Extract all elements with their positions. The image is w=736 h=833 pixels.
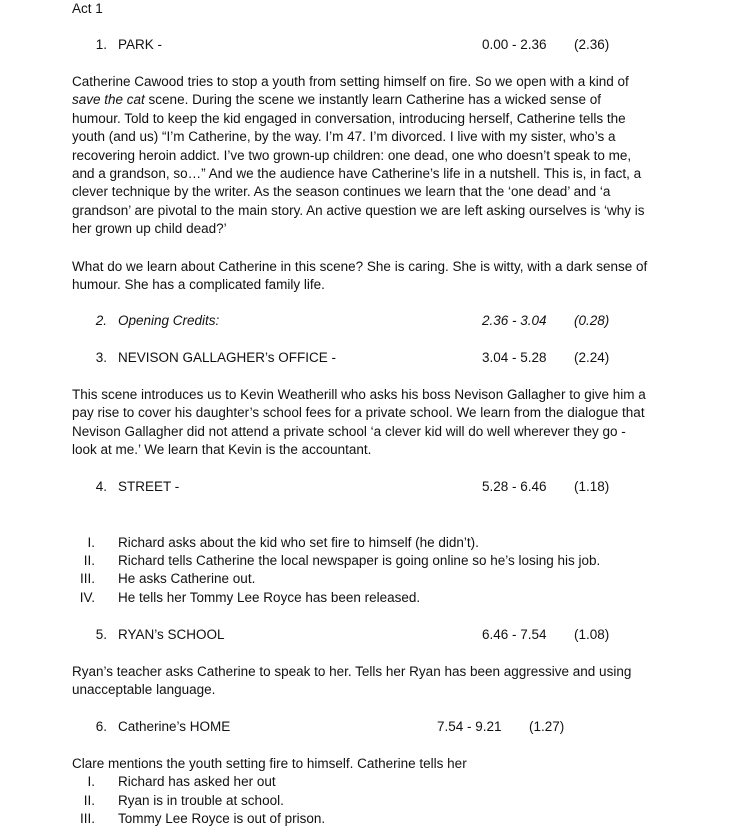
scene-number: 6. bbox=[95, 719, 107, 734]
scene-title: PARK - bbox=[118, 37, 163, 52]
scene-time: 3.04 - 5.28 bbox=[482, 350, 547, 365]
text-span: scene. During the scene we instantly learn Catherine has a wicked sense of humour. Told to keep the kid engaged in conversation, introducing herself, Catherine tells the youth (and us) “I’m Catherine, by the way. I’m 47. I’m divorced. I live with my sister, who’s a recovering heroin addict. I’ve two grown-up children: one dead, one who doesn’t speak to me, and a grandson, so…” And we the audience have Catherine’s life in a nutshell. This is, in fact, a clever technique by the writer. As the season continues we learn that the ‘one dead’ and ‘a grandson’ are pivotal to the main story. An active question we are left asking ourselves is ‘why is her grown up child dead?’ bbox=[72, 92, 645, 237]
act-title: Act 1 bbox=[72, 1, 103, 16]
scene-duration: (1.27) bbox=[529, 719, 565, 734]
home-intro: Clare mentions the youth setting fire to himself. Catherine tells her bbox=[72, 756, 467, 771]
scene-duration: (0.28) bbox=[574, 313, 610, 328]
office-paragraph: This scene introduces us to Kevin Weatherill who asks his boss Nevison Gallagher to give him a pay rise to cover his daughter’s school fees for a private school. We learn from the dialogue that Nevison Gallagher did not attend a private school ‘a clever kid will do well wherever they go - look at me.’ We learn that Kevin is the accountant. bbox=[72, 387, 646, 458]
park-paragraph bbox=[72, 73, 652, 239]
scene-time: 2.36 - 3.04 bbox=[482, 313, 547, 328]
list-marker: I. bbox=[87, 774, 95, 789]
list-marker: III. bbox=[79, 811, 95, 826]
list-item: He tells her Tommy Lee Royce has been released. bbox=[118, 590, 421, 605]
list-item: He asks Catherine out. bbox=[118, 571, 256, 586]
scene-duration: (2.36) bbox=[574, 37, 610, 52]
scene-title: NEVISON GALLAGHER’s OFFICE - bbox=[118, 350, 337, 365]
scene-duration: (2.24) bbox=[574, 350, 610, 365]
list-marker: III. bbox=[79, 571, 95, 586]
scene-number: 1. bbox=[95, 37, 107, 52]
scene-time: 5.28 - 6.46 bbox=[482, 479, 547, 494]
scene-time: 6.46 - 7.54 bbox=[482, 627, 547, 642]
list-marker: II. bbox=[83, 553, 95, 568]
scene-number: 3. bbox=[95, 350, 107, 365]
list-marker: II. bbox=[83, 793, 95, 808]
list-item: Richard tells Catherine the local newspaper is going online so he’s losing his job. bbox=[118, 553, 601, 568]
text-span: Catherine Cawood tries to stop a youth from setting himself on fire. So we open with a kind of bbox=[72, 74, 629, 89]
scene-title: RYAN’s SCHOOL bbox=[118, 627, 225, 642]
scene-title: STREET - bbox=[118, 479, 180, 494]
list-item: Tommy Lee Royce is out of prison. bbox=[118, 811, 326, 826]
list-marker: I. bbox=[87, 535, 95, 550]
park-question-paragraph: What do we learn about Catherine in this scene? She is caring. She is witty, with a dark sense of humour. She has a complicated family life. bbox=[72, 259, 648, 293]
list-item: Richard asks about the kid who set fire to himself (he didn’t). bbox=[118, 535, 479, 550]
school-paragraph: Ryan’s teacher asks Catherine to speak to her. Tells her Ryan has been aggressive and using unacceptable language. bbox=[72, 664, 632, 698]
scene-time: 7.54 - 9.21 bbox=[437, 719, 502, 734]
list-item: Richard has asked her out bbox=[118, 774, 276, 789]
scene-duration: (1.18) bbox=[574, 479, 610, 494]
scene-title: Opening Credits: bbox=[118, 313, 220, 328]
scene-time: 0.00 - 2.36 bbox=[482, 37, 547, 52]
italic-phrase: save the cat bbox=[72, 92, 145, 108]
scene-title: Catherine’s HOME bbox=[118, 719, 231, 734]
scene-number: 5. bbox=[95, 627, 107, 642]
list-marker: IV. bbox=[79, 590, 95, 605]
scene-number: 4. bbox=[95, 479, 107, 494]
list-item: Ryan is in trouble at school. bbox=[118, 793, 284, 808]
scene-number: 2. bbox=[95, 313, 107, 328]
scene-duration: (1.08) bbox=[574, 627, 610, 642]
